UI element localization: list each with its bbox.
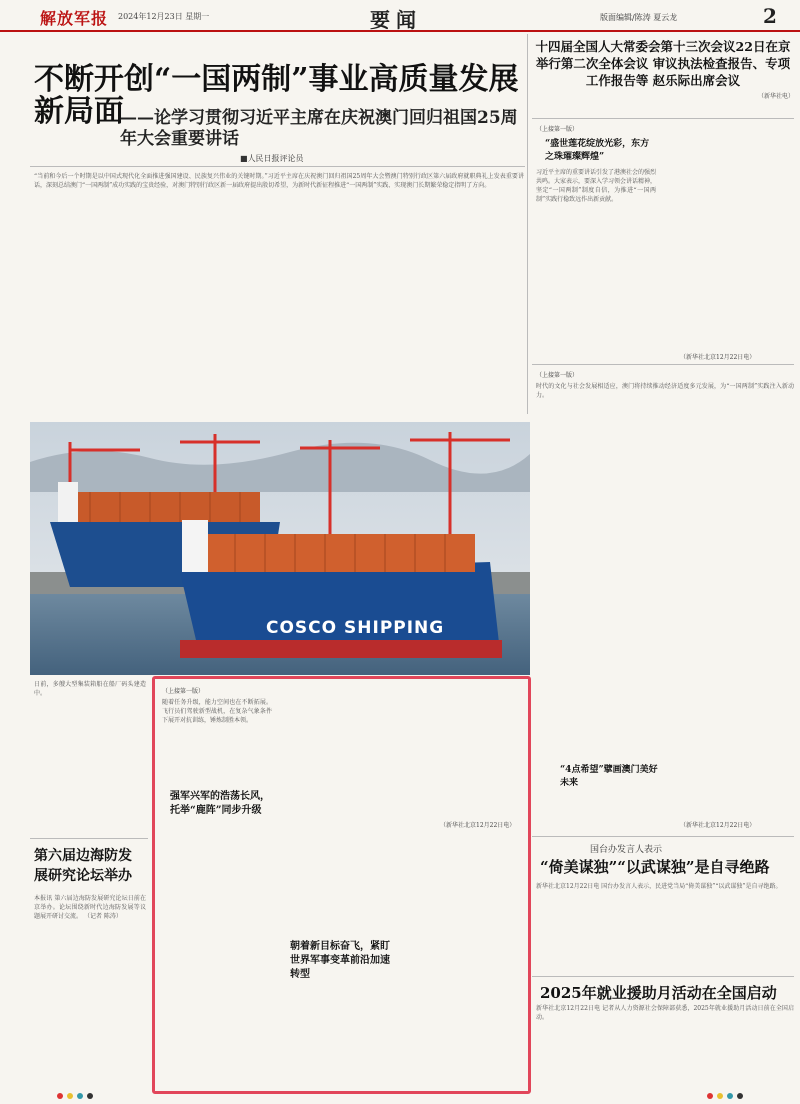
highlight-col1-bottom xyxy=(162,826,272,1082)
page-editor: 版面编辑/陈涛 夏云龙 xyxy=(600,13,678,22)
right-subheadline-2: “4点希望”擘画澳门美好未来 xyxy=(560,765,658,788)
employment-body xyxy=(536,1004,794,1086)
column-divider xyxy=(527,34,528,414)
highlight-subheadline-2: 朝着新目标奋飞，紧盯世界军事变革前沿加速转型 xyxy=(290,941,390,980)
byline-text: 人民日报评论员 xyxy=(247,154,304,163)
right-top-box xyxy=(532,38,794,114)
print-color-marks xyxy=(40,1092,760,1100)
ship-photo xyxy=(30,422,530,675)
left-note: （记者 陈涛） xyxy=(83,913,122,920)
highlight-text: 随着任务升级，能力空间也在不断拓展。飞行员们驾驶新型战机，在复杂气象条件下展开对抗训练，锤炼制胜本领。 xyxy=(162,699,272,724)
highlight-col1-top xyxy=(162,698,272,784)
divider xyxy=(532,836,794,837)
right-col-2-body xyxy=(536,382,794,762)
right-lower-headline: “倚美谋独”“以武谋独”是自寻绝路 xyxy=(540,858,770,876)
divider xyxy=(532,364,794,365)
right-col-1-body xyxy=(536,168,656,368)
right-col-2-note: （新华社北京12月22日电） xyxy=(680,822,756,829)
right-col-2-text: 时代的文化与社会发展相适应，澳门将持续推动经济适度多元发展，为“一国两制”实践注入新动力。 xyxy=(536,383,794,399)
divider xyxy=(30,166,525,167)
lead-text: “当前和今后一个时期是以中国式现代化全面推进强国建设、民族复兴伟业的关键时期。”习近平主席在庆祝澳门回归祖国25周年大会暨澳门特别行政区第六届政府就职典礼上发表重要讲话，深刻总结澳门“一国两制”成功实践的宝贵经验，对澳门特别行政区新一届政府提出殷切希望，为新时代新征程推进“一国两制”实践、实现澳门长期繁荣稳定指明了方向。 xyxy=(34,173,524,189)
section-title: 要闻 xyxy=(370,8,422,32)
divider xyxy=(532,118,794,119)
highlight-subheadline-1: 强军兴军的浩荡长风，托举“鹿阵”同步升级 xyxy=(170,791,270,816)
ship-name-label: COSCO SHIPPING xyxy=(266,618,445,638)
employment-text: 新华社北京12月22日电 记者从人力资源社会保障部获悉，2025年就业援助月活动日前在全国启动。 xyxy=(536,1005,794,1021)
right-box-source: （新华社电） xyxy=(757,93,794,100)
right-col-1-note: （新华社北京12月22日电） xyxy=(680,354,756,361)
photo-caption-text: 日前，多艘大型集装箱船在船厂码头建造中。 xyxy=(34,681,146,697)
divider xyxy=(532,976,794,977)
highlight-note: （新华社北京12月22日电） xyxy=(440,822,516,829)
right-lower-body xyxy=(536,882,794,972)
right-subheadline-1: “盛世莲花绽放光彩，东方之珠璀璨辉煌” xyxy=(545,139,650,162)
lead-byline: ■人民日报评论员 xyxy=(240,154,304,163)
employment-headline: 2025年就业援助月活动在全国启动 xyxy=(540,984,777,1002)
right-lower-kicker: 国台办发言人表示 xyxy=(590,845,663,855)
right-col-1-text: 习近平主席的重要讲话引发了港澳社会的强烈共鸣。大家表示，要深入学习领会讲话精神，坚定“一国两制”制度自信，为推进“一国两制”实践行稳致远作出新贡献。 xyxy=(536,169,656,203)
highlight-continued-label: （上接第一版） xyxy=(162,688,205,695)
lead-headline: 不断开创“一国两制”事业高质量发展新局面 xyxy=(34,62,519,129)
newspaper-brand: 解放军报 xyxy=(40,9,109,28)
highlight-col3 xyxy=(402,686,514,1076)
photo-caption xyxy=(34,680,146,830)
lead-body xyxy=(34,172,524,417)
continued-label-2: （上接第一版） xyxy=(536,372,579,379)
right-box-headline: 十四届全国人大常委会第十三次会议22日在京举行第二次全体会议 审议执法检查报告、专项工作报告等 赵乐际出席会议 xyxy=(535,39,791,88)
continued-label: （上接第一版） xyxy=(536,126,579,133)
left-headline: 第六届边海防发展研究论坛举办 xyxy=(34,848,132,884)
right-col-1b-body xyxy=(664,124,794,344)
lead-subheadline: ——论学习贯彻习近平主席在庆祝澳门回归祖国25周年大会重要讲话 xyxy=(120,108,518,150)
issue-date: 2024年12月23日 星期一 xyxy=(118,12,210,21)
page-number: 2 xyxy=(763,4,777,28)
left-text: 本报讯 第六届边海防发展研究论坛日前在京举办。论坛围绕新时代边海防发展等议题展开研讨交流。 xyxy=(34,895,146,920)
right-lower-text: 新华社北京12月22日电 国台办发言人表示，民进党当局“倚美谋独”“以武谋独”是自寻绝路。 xyxy=(536,883,782,890)
left-body xyxy=(34,894,146,1084)
divider xyxy=(30,838,148,839)
